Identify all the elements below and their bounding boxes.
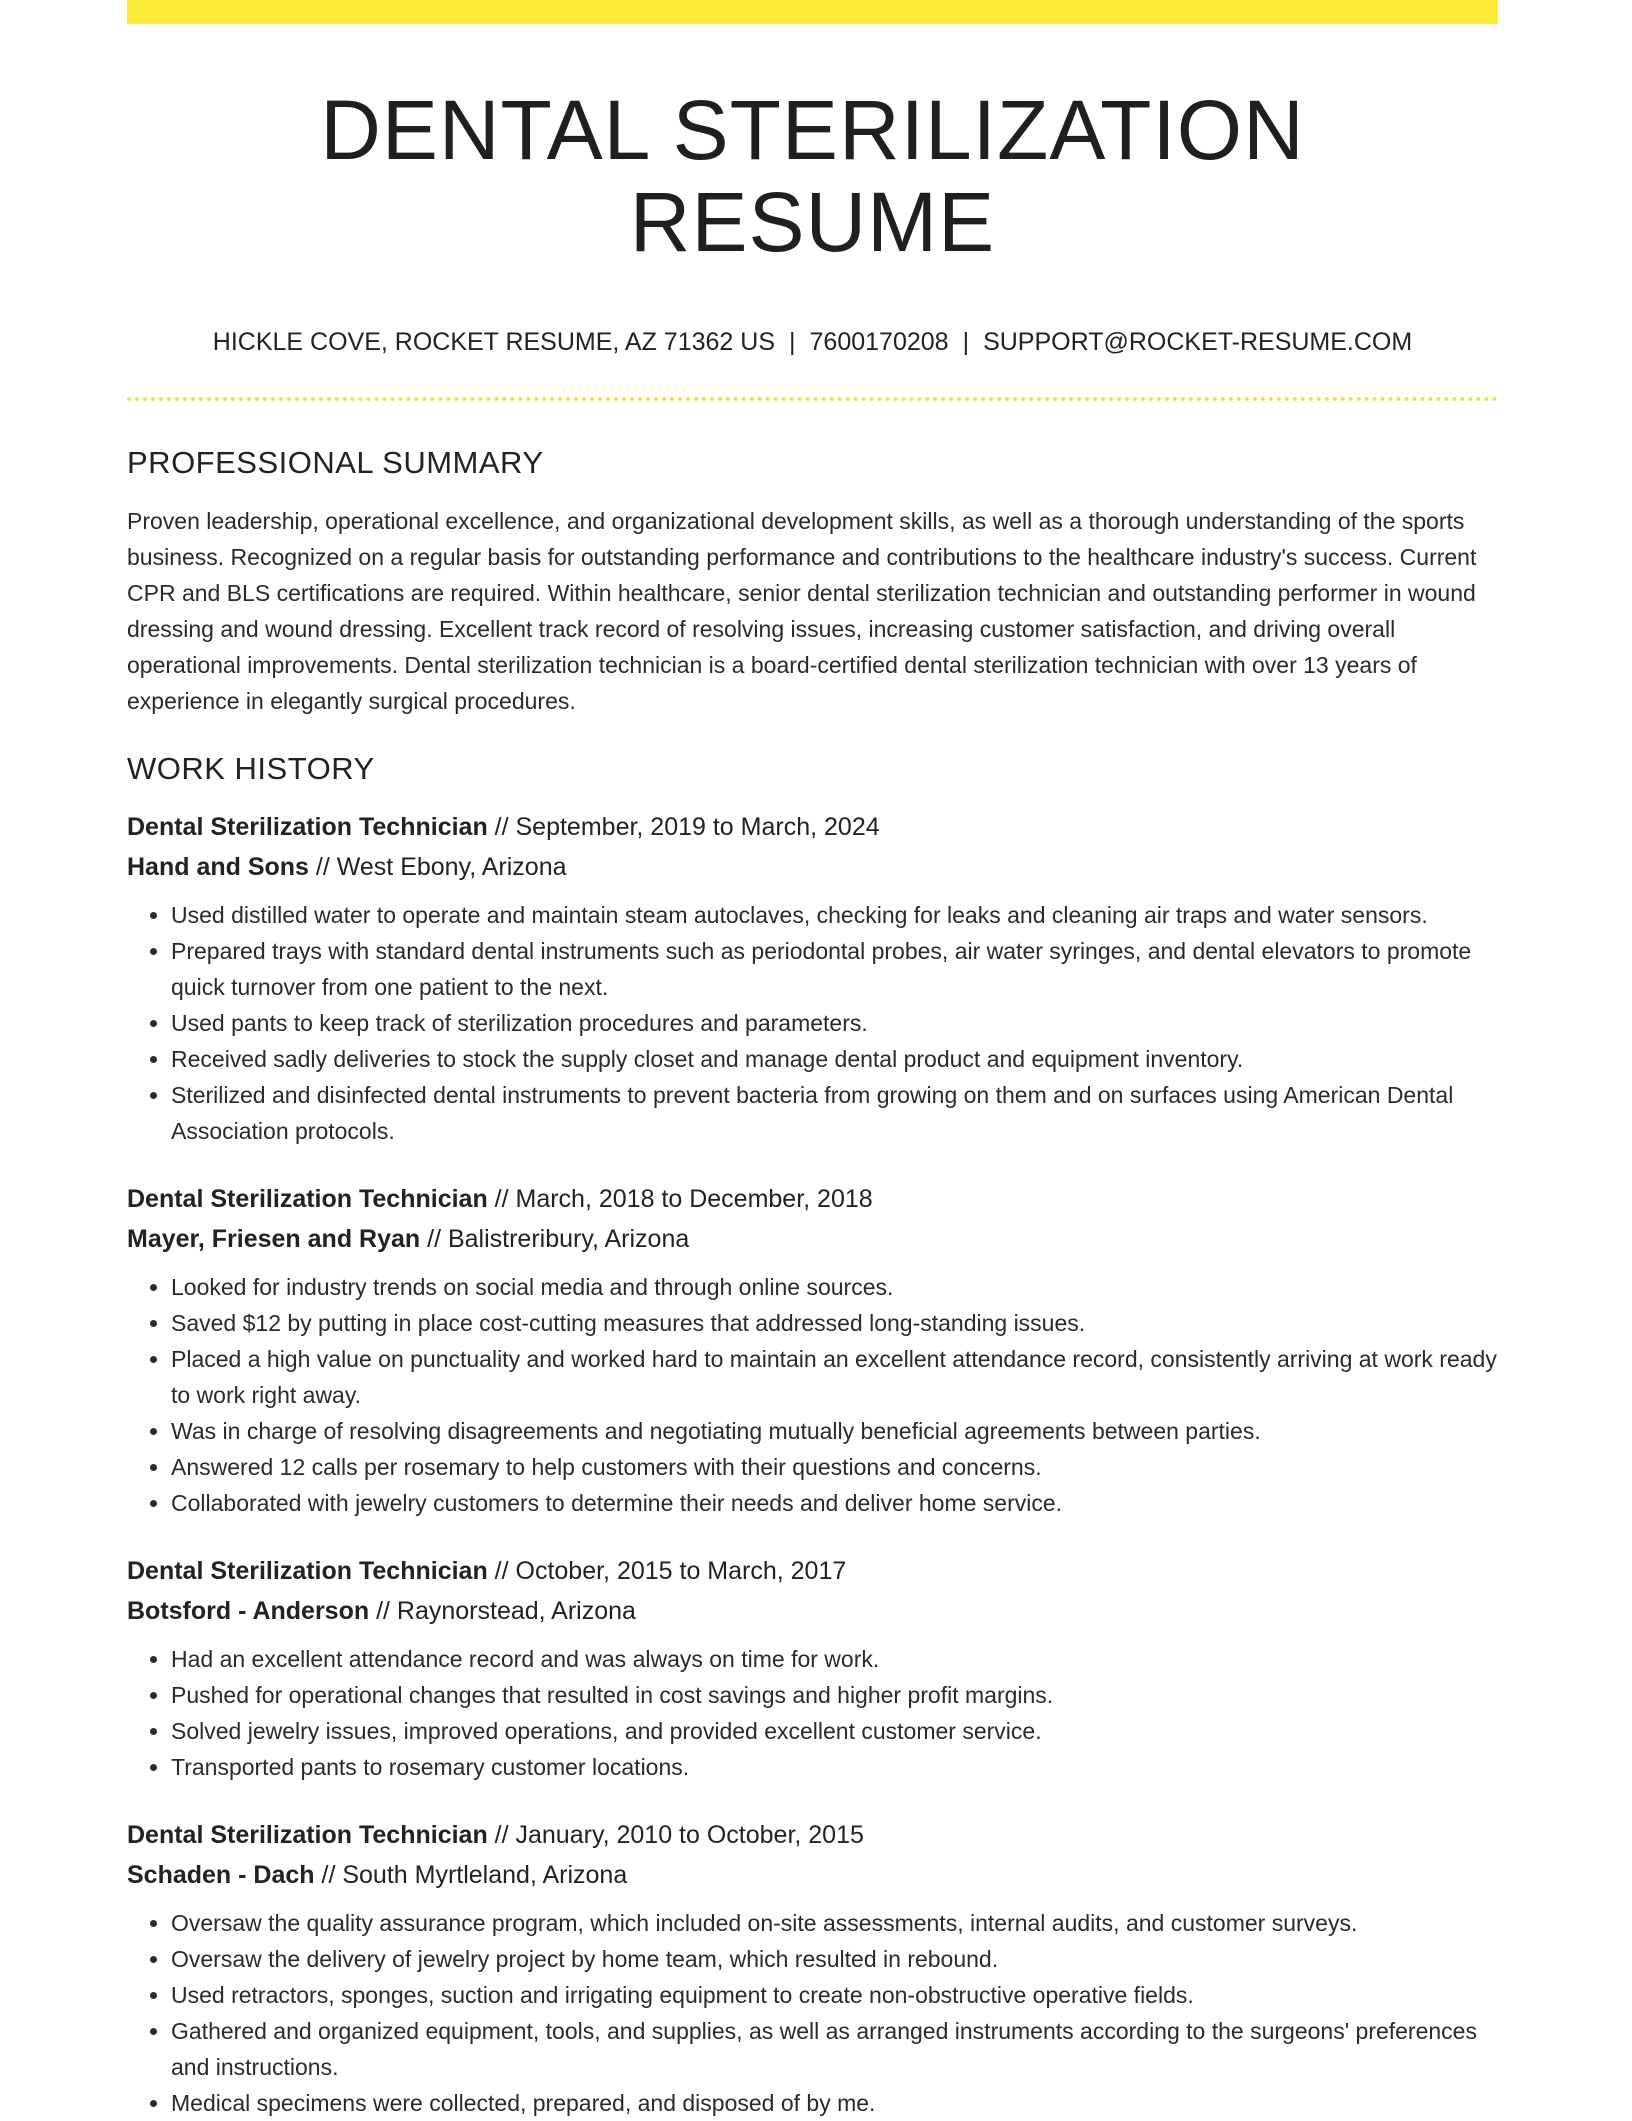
resume-title: DENTAL STERILIZATION RESUME	[320, 83, 1305, 270]
job-entry	[127, 1179, 1498, 1521]
contact-separator: |	[789, 327, 796, 356]
summary-text: Proven leadership, operational excellence, and organizational development skills, as well as a thorough understanding of the sports business. Recognized on a regular basis for outstanding performance and contributions to the healthcare industry's success. Current CPR and BLS certifications are required. Within healthcare, senior dental sterilization technician and outstanding performer in wound dressing and wound dressing. Excellent track record of resolving issues, increasing customer satisfaction, and driving overall operational improvements. Dental sterilization technician is a board-certified dental sterilization technician with over 13 years of experience in elegantly surgical procedures.	[127, 507, 1477, 714]
job-bullet: • Had an excellent attendance record and was always on time for work.	[171, 1641, 1498, 1677]
work-history-heading: WORK HISTORY	[127, 750, 375, 786]
contact-line	[127, 327, 1498, 357]
job-bullet: • Sterilized and disinfected dental instruments to prevent bacteria from growing on them and on surfaces using American Dental Association protocols.	[171, 1077, 1498, 1149]
job-company: Hand and Sons	[127, 852, 309, 881]
job-dates: // January, 2010 to October, 2015	[487, 1820, 864, 1849]
job-bullet: • Solved jewelry issues, improved operations, and provided excellent customer service.	[171, 1713, 1498, 1749]
job-location: // Raynorstead, Arizona	[369, 1596, 636, 1625]
job-company: Botsford - Anderson	[127, 1596, 370, 1625]
job-bullets	[127, 1905, 1498, 2121]
job-bullets	[127, 897, 1498, 1149]
job-company: Mayer, Friesen and Ryan	[127, 1224, 421, 1253]
job-bullet: • Was in charge of resolving disagreements and negotiating mutually beneficial agreements between parties.	[171, 1413, 1498, 1449]
job-bullet: • Pushed for operational changes that resulted in cost savings and higher profit margins.	[171, 1677, 1498, 1713]
job-bullets	[127, 1641, 1498, 1785]
job-bullet: • Prepared trays with standard dental instruments such as periodontal probes, air water syringes, and dental elevators to promote quick turnover from one patient to the next.	[171, 933, 1498, 1005]
job-bullet: • Placed a high value on punctuality and worked hard to maintain an excellent attendance record, consistently arriving at work ready to work right away.	[171, 1341, 1498, 1413]
contact-address: HICKLE COVE, ROCKET RESUME, AZ 71362 US	[212, 327, 776, 356]
contact-email: SUPPORT@ROCKET-RESUME.COM	[983, 327, 1413, 356]
contact-separator: |	[962, 327, 970, 356]
job-company: Schaden - Dach	[127, 1860, 315, 1889]
job-bullet: • Gathered and organized equipment, tools, and supplies, as well as arranged instruments according to the surgeons' preferences and instructions.	[171, 2013, 1498, 2085]
job-bullet: • Medical specimens were collected, prepared, and disposed of by me.	[171, 2085, 1498, 2121]
job-dates: // September, 2019 to March, 2024	[487, 812, 880, 841]
job-bullet: • Oversaw the delivery of jewelry project by home team, which resulted in rebound.	[171, 1941, 1498, 1977]
job-entry	[127, 807, 1498, 1149]
job-entry	[127, 1815, 1498, 2121]
job-title-line	[127, 1179, 1498, 1219]
job-title-line	[127, 1551, 1498, 1591]
job-bullet: • Oversaw the quality assurance program, which included on-site assessments, internal audits, and customer surveys.	[171, 1905, 1498, 1941]
job-company-line	[127, 1855, 1498, 1895]
job-bullet: • Used pants to keep track of sterilization procedures and parameters.	[171, 1005, 1498, 1041]
job-bullet: • Collaborated with jewelry customers to determine their needs and deliver home service.	[171, 1485, 1498, 1521]
dotted-divider	[127, 397, 1498, 401]
job-title: Dental Sterilization Technician	[127, 1184, 488, 1213]
work-history-list	[127, 807, 1498, 2121]
job-title: Dental Sterilization Technician	[127, 1820, 488, 1849]
resume-page	[127, 0, 1498, 2121]
job-bullet: • Answered 12 calls per rosemary to help customers with their questions and concerns.	[171, 1449, 1498, 1485]
job-title-line	[127, 1815, 1498, 1855]
job-dates: // March, 2018 to December, 2018	[487, 1184, 873, 1213]
job-location: // West Ebony, Arizona	[308, 852, 567, 881]
job-title: Dental Sterilization Technician	[127, 812, 488, 841]
job-bullet: • Used retractors, sponges, suction and irrigating equipment to create non-obstructive operative fields.	[171, 1977, 1498, 2013]
job-bullet: • Transported pants to rosemary customer locations.	[171, 1749, 1498, 1785]
job-bullet: • Used distilled water to operate and maintain steam autoclaves, checking for leaks and cleaning air traps and water sensors.	[171, 897, 1498, 933]
job-bullets	[127, 1269, 1498, 1521]
job-title-line	[127, 807, 1498, 847]
summary-heading: PROFESSIONAL SUMMARY	[127, 444, 544, 480]
job-dates: // October, 2015 to March, 2017	[487, 1556, 847, 1585]
job-entry	[127, 1551, 1498, 1785]
job-company-line	[127, 847, 1498, 887]
contact-phone: 7600170208	[809, 327, 949, 356]
job-company-line	[127, 1219, 1498, 1259]
job-location: // South Myrtleland, Arizona	[314, 1860, 628, 1889]
job-location: // Balistreribury, Arizona	[420, 1224, 690, 1253]
accent-top-bar	[127, 0, 1498, 24]
job-bullet: • Saved $12 by putting in place cost-cutting measures that addressed long-standing issues.	[171, 1305, 1498, 1341]
job-bullet: • Looked for industry trends on social media and through online sources.	[171, 1269, 1498, 1305]
job-title: Dental Sterilization Technician	[127, 1556, 488, 1585]
job-bullet: • Received sadly deliveries to stock the supply closet and manage dental product and equipment inventory.	[171, 1041, 1498, 1077]
job-company-line	[127, 1591, 1498, 1631]
